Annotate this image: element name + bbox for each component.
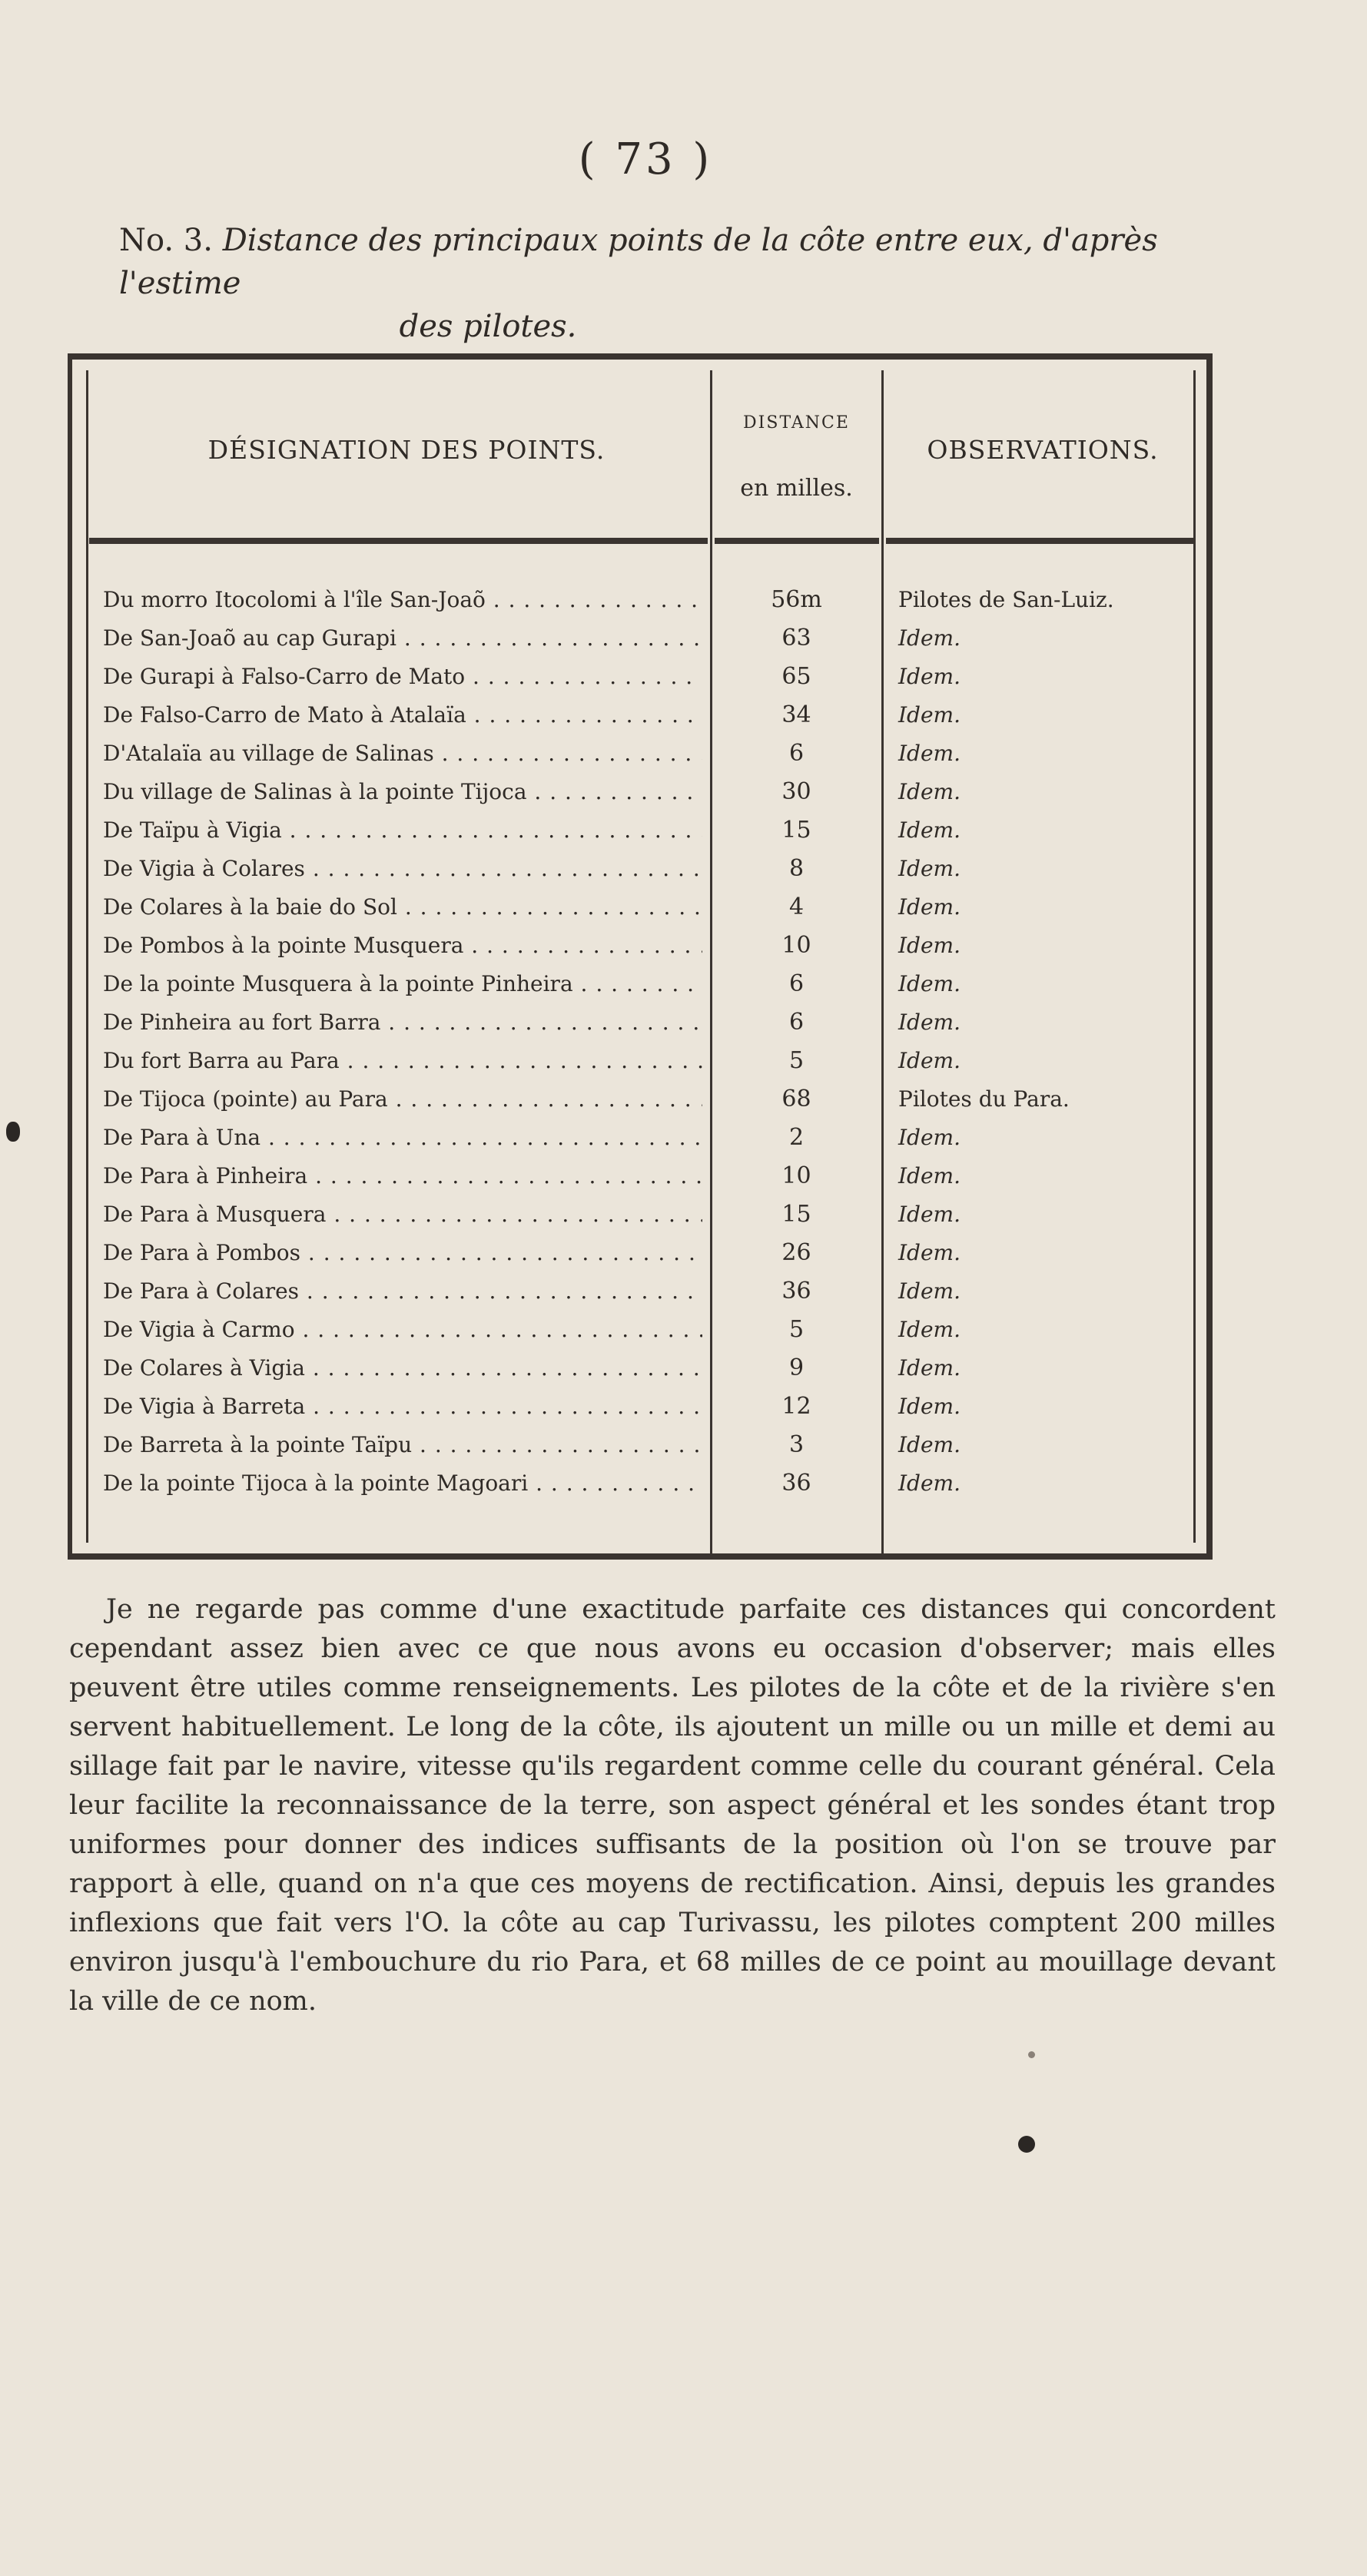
table-title-line2: des pilotes. bbox=[399, 309, 577, 344]
row-distance: 6 bbox=[788, 970, 805, 997]
row-observation: Idem. bbox=[898, 1432, 961, 1457]
table-row bbox=[72, 811, 1206, 850]
row-observation: Idem. bbox=[898, 1278, 961, 1304]
table-row bbox=[72, 1080, 1206, 1119]
row-designation: Du morro Itocolomi à l'île San-Joaõ . . . bbox=[103, 581, 702, 619]
row-observation: Pilotes de San-Luiz. bbox=[898, 587, 1114, 612]
row-distance: 9 bbox=[788, 1354, 805, 1381]
row-distance: 6 bbox=[788, 1009, 805, 1036]
table-row bbox=[72, 965, 1206, 1003]
table-row bbox=[72, 1387, 1206, 1426]
header-rule-observations bbox=[886, 538, 1195, 544]
row-designation: De la pointe Musquera à la pointe Pinheira . . . bbox=[103, 965, 702, 1003]
row-distance: 10 bbox=[781, 1162, 811, 1189]
table-row bbox=[72, 696, 1206, 734]
table-body bbox=[72, 581, 1206, 1503]
table-row bbox=[72, 850, 1206, 888]
row-designation: De Colares à la baie do Sol . . . bbox=[103, 888, 702, 927]
row-distance: 4 bbox=[788, 893, 805, 920]
table-row bbox=[72, 1042, 1206, 1080]
row-observation: Idem. bbox=[898, 779, 961, 804]
row-designation: De Gurapi à Falso-Carro de Mato . . . bbox=[103, 658, 702, 696]
table-row bbox=[72, 1195, 1206, 1234]
row-distance: 65 bbox=[781, 663, 811, 690]
table-row bbox=[72, 1119, 1206, 1157]
ink-spot bbox=[1018, 2136, 1035, 2153]
table-row bbox=[72, 734, 1206, 773]
table-row bbox=[72, 658, 1206, 696]
row-distance: 68 bbox=[781, 1086, 811, 1112]
row-distance: 34 bbox=[781, 701, 811, 728]
row-distance: 36 bbox=[781, 1278, 811, 1305]
row-designation: D'Atalaïa au village de Salinas . . . bbox=[103, 734, 702, 773]
body-paragraph: Je ne regarde pas comme d'une exactitude parfaite ces distances qui concordent cependant assez bien avec ce que nous avons eu occasion d'observer; mais elles peuvent être utiles comme renseignements. Les pilotes de la côte et de la rivière s'en servent habituellement. Le long de la côte, ils ajoutent un mille ou un mille et demi au sillage fait par le navire, vitesse qu'ils regardent comme celle du courant général. Cela leur facilite la reconnaissance de la terre, son aspect général et les sondes étant trop uniformes pour donner des indices suffisants de la position où l'on se trouve par rapport à elle, quand on n'a que ces moyens de rectification. Ainsi, depuis les grandes inflexions que fait vers l'O. la côte au cap Turivassu, les pilotes comptent 200 milles environ jusqu'à l'embouchure du rio Para, et 68 milles de ce point au mouillage devant la ville de ce nom. bbox=[69, 1594, 1276, 2017]
row-designation: De Para à Musquera . . . bbox=[103, 1195, 702, 1234]
row-distance: 5 bbox=[788, 1316, 805, 1343]
row-distance: 26 bbox=[781, 1239, 811, 1266]
row-designation: De Pinheira au fort Barra . . . bbox=[103, 1003, 702, 1042]
table-number: No. 3. bbox=[119, 223, 213, 258]
table-title-line1: Distance des principaux points de la côte entre eux, d'après l'estime bbox=[119, 223, 1158, 301]
row-designation: De Tijoca (pointe) au Para . . . bbox=[103, 1080, 702, 1119]
row-distance: 36 bbox=[781, 1470, 811, 1497]
row-distance: 2 bbox=[788, 1124, 805, 1151]
table-row bbox=[72, 581, 1206, 619]
table-heading bbox=[119, 219, 1195, 348]
row-observation: Idem. bbox=[898, 894, 961, 920]
row-designation: De Barreta à la pointe Taïpu . . . bbox=[103, 1426, 702, 1464]
row-distance: 3 bbox=[788, 1431, 805, 1458]
row-designation: De Colares à Vigia . . . bbox=[103, 1349, 702, 1387]
table-row bbox=[72, 927, 1206, 965]
row-observation: Pilotes du Para. bbox=[898, 1086, 1070, 1112]
row-observation: Idem. bbox=[898, 625, 961, 651]
row-distance: 10 bbox=[781, 932, 811, 959]
row-designation: De Para à Pombos . . . bbox=[103, 1234, 702, 1272]
distance-table bbox=[68, 353, 1213, 1560]
row-designation: De Vigia à Colares . . . bbox=[103, 850, 702, 888]
column-header-observations: OBSERVATIONS. bbox=[927, 435, 1159, 465]
table-row bbox=[72, 1272, 1206, 1311]
row-designation: De la pointe Tijoca à la pointe Magoari . . . bbox=[103, 1464, 702, 1503]
row-observation: Idem. bbox=[898, 817, 961, 843]
margin-stain bbox=[6, 1122, 20, 1142]
row-observation: Idem. bbox=[898, 1317, 961, 1342]
row-distance: 56m bbox=[771, 586, 822, 613]
row-observation: Idem. bbox=[898, 1355, 961, 1381]
table-row bbox=[72, 1157, 1206, 1195]
table-row bbox=[72, 1426, 1206, 1464]
row-designation: De Pombos à la pointe Musquera . . . bbox=[103, 927, 702, 965]
row-observation: Idem. bbox=[898, 1202, 961, 1227]
row-designation: De Vigia à Barreta . . . bbox=[103, 1387, 702, 1426]
table-row bbox=[72, 1349, 1206, 1387]
row-designation: Du fort Barra au Para . . . bbox=[103, 1042, 702, 1080]
row-observation: Idem. bbox=[898, 664, 961, 689]
row-distance: 15 bbox=[781, 817, 811, 844]
row-distance: 6 bbox=[788, 740, 805, 767]
header-rule-points bbox=[89, 538, 708, 544]
table-row bbox=[72, 1003, 1206, 1042]
row-observation: Idem. bbox=[898, 702, 961, 728]
page-number: ( 73 ) bbox=[578, 134, 713, 184]
row-observation: Idem. bbox=[898, 1240, 961, 1265]
row-designation: De Para à Una . . . bbox=[103, 1119, 702, 1157]
row-distance: 63 bbox=[781, 625, 811, 651]
row-distance: 15 bbox=[781, 1201, 811, 1228]
row-observation: Idem. bbox=[898, 741, 961, 766]
row-observation: Idem. bbox=[898, 1394, 961, 1419]
row-designation: De Vigia à Carmo . . . bbox=[103, 1311, 702, 1349]
row-observation: Idem. bbox=[898, 1470, 961, 1496]
row-designation: De Falso-Carro de Mato à Atalaïa . . . bbox=[103, 696, 702, 734]
table-row bbox=[72, 1311, 1206, 1349]
table-row bbox=[72, 1234, 1206, 1272]
row-observation: Idem. bbox=[898, 1010, 961, 1035]
column-header-points: DÉSIGNATION DES POINTS. bbox=[207, 435, 606, 465]
table-row bbox=[72, 1464, 1206, 1503]
row-observation: Idem. bbox=[898, 1163, 961, 1189]
row-designation: De San-Joaõ au cap Gurapi . . . bbox=[103, 619, 702, 658]
table-row bbox=[72, 619, 1206, 658]
row-observation: Idem. bbox=[898, 933, 961, 958]
row-observation: Idem. bbox=[898, 971, 961, 996]
row-distance: 5 bbox=[788, 1047, 805, 1074]
row-observation: Idem. bbox=[898, 1048, 961, 1073]
row-distance: 8 bbox=[788, 855, 805, 882]
row-designation: De Para à Pinheira . . . bbox=[103, 1157, 702, 1195]
ink-speck bbox=[1028, 2051, 1035, 2058]
table-row bbox=[72, 773, 1206, 811]
row-distance: 12 bbox=[781, 1393, 811, 1420]
row-distance: 30 bbox=[781, 778, 811, 805]
table-row bbox=[72, 888, 1206, 927]
row-designation: Du village de Salinas à la pointe Tijoca . . . bbox=[103, 773, 702, 811]
column-header-distance: DISTANCE bbox=[743, 413, 850, 433]
row-designation: De Taïpu à Vigia . . . bbox=[103, 811, 702, 850]
row-observation: Idem. bbox=[898, 1125, 961, 1150]
column-header-distance-unit: en milles. bbox=[740, 475, 853, 502]
row-designation: De Para à Colares . . . bbox=[103, 1272, 702, 1311]
row-observation: Idem. bbox=[898, 856, 961, 881]
header-rule-distance bbox=[715, 538, 879, 544]
